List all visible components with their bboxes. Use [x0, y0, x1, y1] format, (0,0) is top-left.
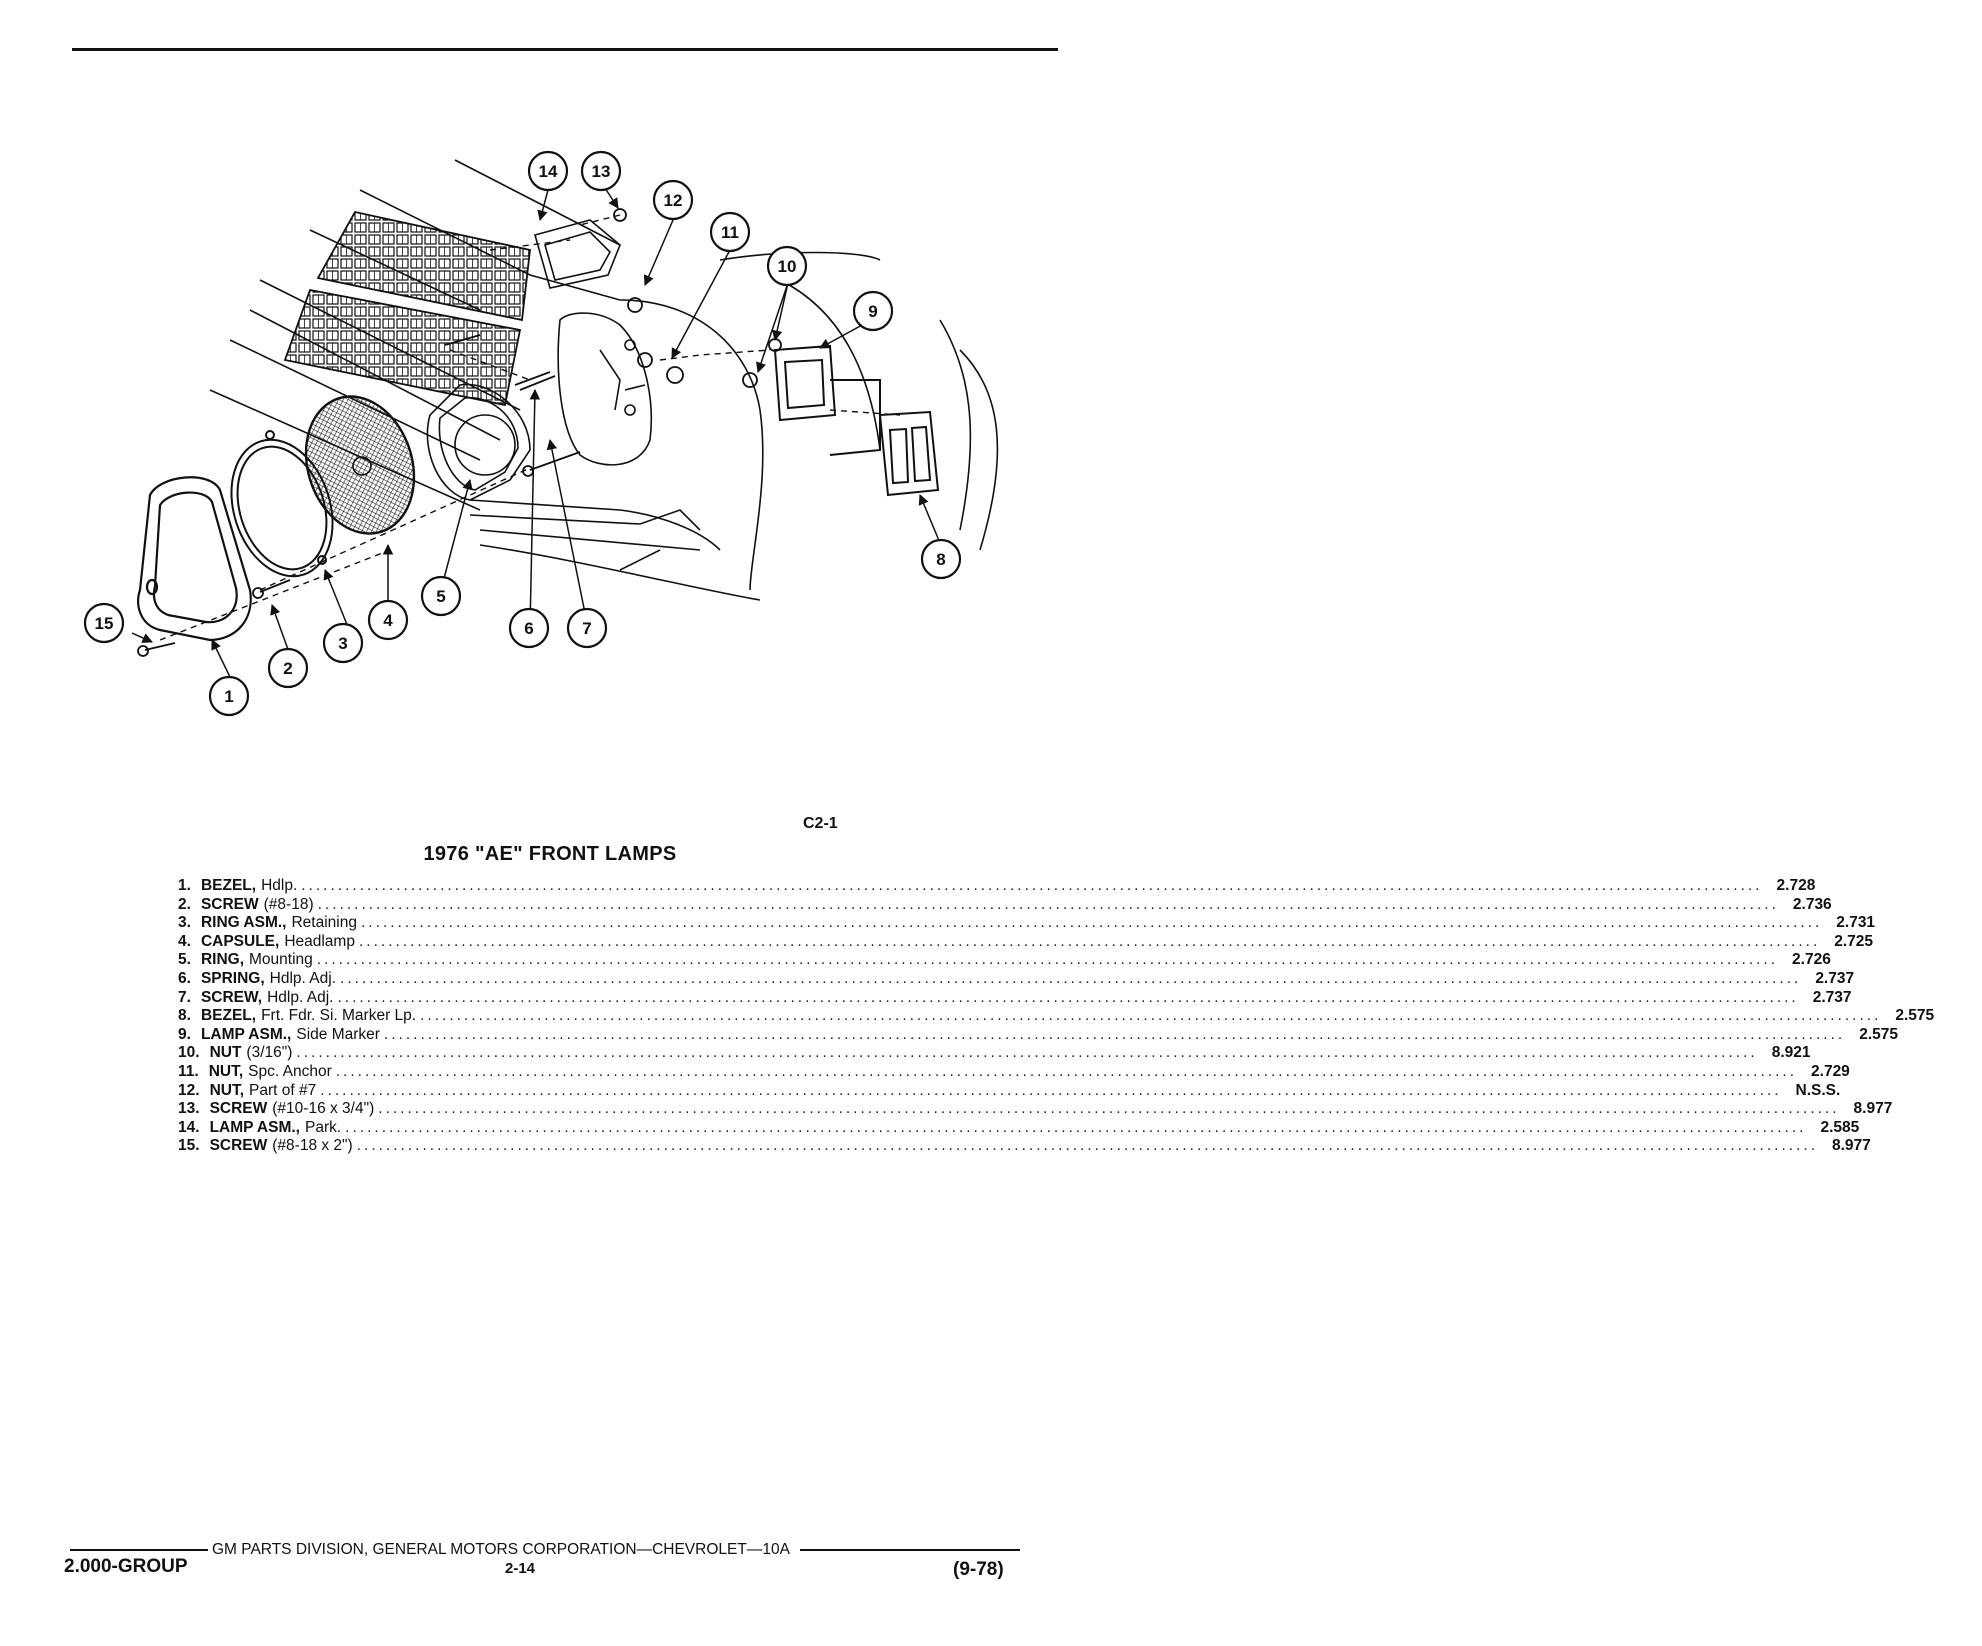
item-number: 13. — [178, 1100, 200, 1118]
item-description: Hdlp. Adj. — [269, 969, 337, 987]
exploded-view-illustration — [60, 150, 1060, 770]
list-item — [178, 1118, 1860, 1138]
callout-bubbles — [85, 152, 960, 715]
callout-10-label: 10 — [777, 257, 797, 276]
callout-12-label: 12 — [663, 191, 683, 210]
item-number: 8. — [178, 1007, 191, 1025]
page-number: 2-14 — [505, 1560, 536, 1577]
dot-leader: ........................................................................................................................................................................................................ — [317, 895, 1779, 913]
item-number: 10. — [178, 1044, 200, 1062]
item-name: RING, — [200, 951, 244, 969]
item-description: Hdlp. Adj. — [267, 988, 334, 1006]
dot-leader: ........................................................................................................................................................................................................ — [301, 877, 1763, 894]
item-description: (#8-18 x 2") — [272, 1137, 353, 1155]
list-item — [178, 895, 1832, 915]
item-number: 4. — [178, 932, 191, 950]
list-item — [178, 1081, 1841, 1101]
list-item — [178, 914, 1876, 933]
callout-4-label: 4 — [383, 611, 393, 630]
figure-code: C2-1 — [803, 815, 838, 832]
group-number: 2.725 — [1834, 932, 1874, 950]
item-name: LAMP ASM., — [209, 1118, 300, 1136]
callout-5-label: 5 — [436, 587, 446, 606]
callout-4 — [369, 601, 407, 639]
group-number: 2.731 — [1836, 914, 1876, 932]
item-name: SCREW — [209, 1137, 268, 1155]
item-number: 2. — [178, 895, 191, 913]
item-description: Hdlp. — [261, 877, 298, 894]
group-number: 8.921 — [1771, 1044, 1811, 1062]
side-marker-bezel-part — [880, 412, 938, 495]
dot-leader: ........................................................................................................................................................................................................ — [383, 1025, 1846, 1043]
item-name: SCREW — [200, 895, 259, 913]
item-number: 14. — [178, 1118, 200, 1136]
callout-2 — [269, 649, 307, 687]
footer-group-label: 2.000-GROUP — [64, 1556, 188, 1577]
item-description: (3/16") — [246, 1044, 293, 1062]
callout-1 — [210, 677, 248, 715]
callout-15-label: 15 — [94, 614, 114, 633]
callout-3-label: 3 — [338, 634, 348, 653]
callout-8 — [922, 540, 960, 578]
footer-division-text: GM PARTS DIVISION, GENERAL MOTORS CORPORATION—CHEVROLET—10A — [212, 1541, 790, 1558]
callout-5 — [422, 577, 460, 615]
list-item — [178, 988, 1852, 1008]
side-marker-lamp-part — [775, 346, 880, 455]
group-number: 2.726 — [1792, 951, 1831, 969]
bracket-part — [558, 313, 651, 465]
item-name: SCREW, — [200, 988, 263, 1006]
item-description: Side Marker — [296, 1025, 380, 1043]
callout-7-label: 7 — [582, 619, 592, 638]
item-name: NUT — [209, 1044, 242, 1062]
callout-14-label: 14 — [538, 162, 558, 181]
dot-leader: ........................................................................................................................................................................................................ — [360, 914, 1823, 932]
item-name: LAMP ASM., — [200, 1025, 292, 1043]
item-name: NUT, — [209, 1081, 245, 1099]
callout-1-label: 1 — [224, 687, 234, 706]
callout-14 — [529, 152, 567, 190]
group-number: 2.737 — [1815, 969, 1855, 987]
list-item — [178, 951, 1831, 970]
item-number: 9. — [178, 1025, 191, 1043]
group-number: 2.575 — [1895, 1007, 1935, 1025]
callout-9 — [854, 292, 892, 330]
callout-11 — [711, 213, 749, 251]
item-number: 3. — [178, 914, 191, 932]
item-description: (#8-18) — [263, 895, 314, 913]
callout-6 — [510, 609, 548, 647]
headlamp-capsule-part — [289, 382, 431, 547]
item-description: Park. — [304, 1118, 342, 1136]
list-item — [178, 1044, 1811, 1063]
list-item — [178, 969, 1855, 989]
headlamp-bezel-part — [138, 477, 251, 640]
callout-6-label: 6 — [524, 619, 534, 638]
parts-list — [178, 877, 1935, 1156]
list-item — [178, 1007, 1935, 1026]
dot-leader: ........................................................................................................................................................................................................ — [345, 1118, 1807, 1136]
parts-list-title: 1976 "AE" FRONT LAMPS — [423, 843, 677, 865]
callout-2-label: 2 — [283, 659, 293, 678]
list-item — [178, 1100, 1893, 1119]
group-number: 8.977 — [1853, 1100, 1893, 1118]
callout-10 — [768, 247, 806, 285]
list-item — [178, 932, 1874, 952]
dot-leader: ........................................................................................................................................................................................................ — [320, 1081, 1782, 1099]
group-number: 2.585 — [1820, 1118, 1860, 1136]
item-number: 15. — [178, 1137, 200, 1155]
item-number: 11. — [178, 1062, 199, 1080]
group-number: 2.737 — [1812, 988, 1852, 1006]
item-number: 1. — [178, 877, 191, 894]
dot-leader: ........................................................................................................................................................................................................ — [296, 1044, 1758, 1062]
callout-13 — [582, 152, 620, 190]
dot-leader: ........................................................................................................................................................................................................ — [420, 1007, 1882, 1025]
dot-leader: ........................................................................................................................................................................................................ — [358, 932, 1821, 950]
callout-13-label: 13 — [591, 162, 611, 181]
item-name: SPRING, — [200, 969, 265, 987]
item-name: CAPSULE, — [200, 932, 280, 950]
footer-rule-right — [800, 1549, 1020, 1551]
list-item — [178, 1025, 1898, 1045]
dot-leader: ........................................................................................................................................................................................................ — [340, 969, 1802, 987]
list-item — [178, 877, 1816, 896]
item-description: Spc. Anchor — [248, 1062, 332, 1080]
footer-rule-left — [70, 1549, 208, 1551]
group-number: 2.575 — [1859, 1025, 1898, 1043]
item-number: 5. — [178, 951, 191, 969]
callout-12 — [654, 181, 692, 219]
item-description: Frt. Fdr. Si. Marker Lp. — [261, 1007, 417, 1025]
dot-leader: ........................................................................................................................................................................................................ — [356, 1137, 1818, 1155]
callout-3 — [324, 624, 362, 662]
dot-leader: ........................................................................................................................................................................................................ — [378, 1100, 1840, 1118]
list-item — [178, 1062, 1850, 1082]
list-item — [178, 1137, 1871, 1156]
callout-7 — [568, 609, 606, 647]
item-name: BEZEL, — [200, 877, 257, 894]
dot-leader: ........................................................................................................................................................................................................ — [337, 988, 1799, 1006]
park-lamp-part — [535, 220, 620, 288]
item-number: 6. — [178, 969, 191, 987]
callout-15 — [85, 604, 123, 642]
grille — [285, 212, 530, 405]
group-number: 2.728 — [1776, 877, 1816, 894]
item-description: (#10-16 x 3/4") — [272, 1100, 375, 1118]
item-description: Headlamp — [284, 932, 355, 950]
revision-date: (9-78) — [953, 1559, 1004, 1580]
item-description: Part of #7 — [249, 1081, 317, 1099]
dot-leader: ........................................................................................................................................................................................................ — [335, 1062, 1798, 1080]
callout-9-label: 9 — [868, 302, 878, 321]
dot-leader: ........................................................................................................................................................................................................ — [316, 951, 1779, 969]
callout-8-label: 8 — [936, 550, 946, 569]
item-number: 12. — [178, 1081, 200, 1099]
item-description: Retaining — [291, 914, 357, 932]
callout-11-label: 11 — [721, 223, 739, 242]
item-name: BEZEL, — [200, 1007, 257, 1025]
item-name: SCREW — [209, 1100, 268, 1118]
item-name: RING ASM., — [200, 914, 287, 932]
group-number: 2.736 — [1792, 895, 1832, 913]
footer-division-line — [70, 1540, 1020, 1560]
item-description: Mounting — [249, 951, 313, 969]
item-name: NUT, — [208, 1062, 244, 1080]
item-number: 7. — [178, 988, 191, 1006]
top-rule — [72, 48, 1058, 51]
group-number: N.S.S. — [1795, 1081, 1841, 1099]
group-number: 2.729 — [1811, 1062, 1850, 1080]
group-number: 8.977 — [1832, 1137, 1871, 1155]
